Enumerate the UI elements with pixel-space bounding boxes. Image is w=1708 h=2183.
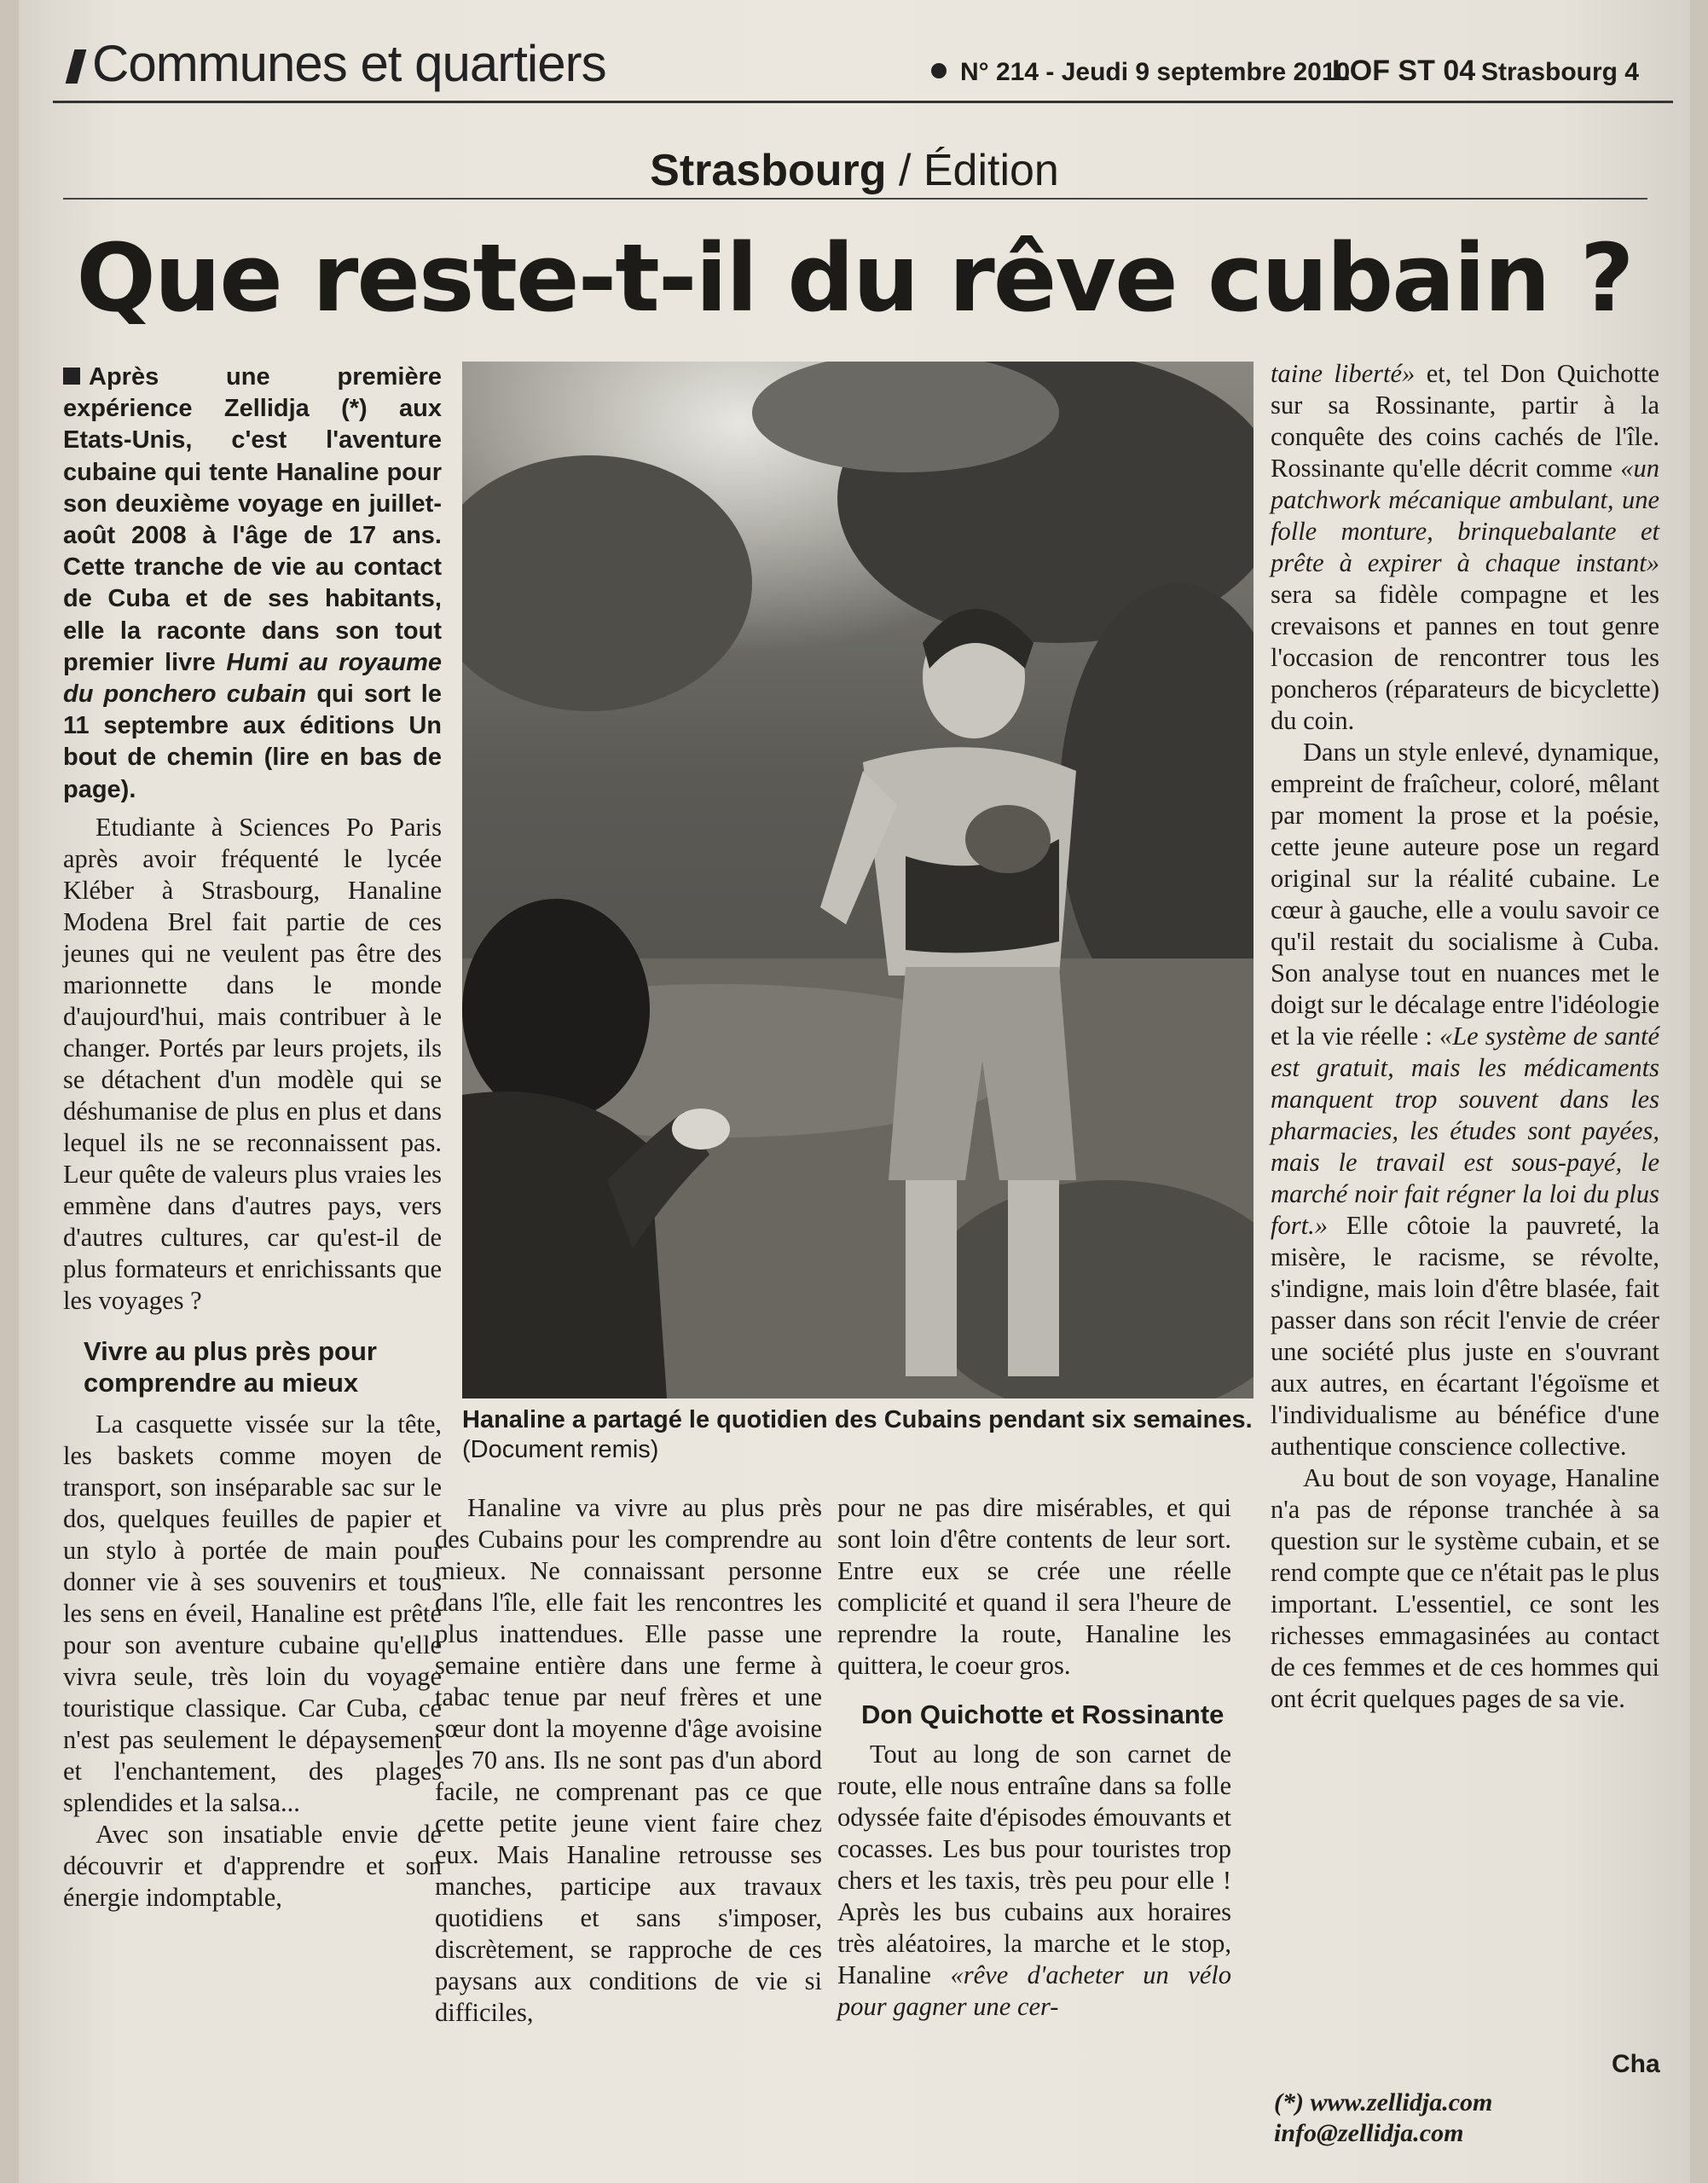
col4-text-d: Elle côtoie la pauvreté, la misère, le racisme, se révolte, s'indigne, mais loin d'être blasée, fait passer dans son récit l'envie de créer une société plus juste en s'ouvrant aux autres, en écartant l'égoïsme et l'individualisme au bénéfice d'une authentique conscience collective. <box>1271 1211 1659 1461</box>
col3-paragraph-1: pour ne pas dire misérables, et qui sont loin d'être contents de leur sort. Entre eux se crée une réelle complicité et quand il sera l'heure de reprendre la route, Hanaline les quittera, le coeur gros. <box>837 1493 1231 1680</box>
issue-info <box>931 58 1350 87</box>
article-title: Que reste-t-il du rêve cubain ? <box>76 223 1633 333</box>
col4-text-b: sera sa fidèle compagne et les crevaisons et pannes en tout genre l'occasion de rencontrer tous les poncheros (réparateurs de bicyclette) du coin. <box>1271 580 1659 735</box>
col1-paragraph-1: Etudiante à Sciences Po Paris après avoir fréquenté le lycée Kléber à Strasbourg, Hanaline Modena Brel fait partie de ces jeunes qui ne veulent pas être des marionnette dans le monde d'aujourd'hui, mais contribuer à le changer. Portés par leurs projets, ils se détachent d'un modèle qui se déshumanise de plus en plus et dans lequel ils ne se reconnaissent pas. Leur quête de valeurs plus vraies les emmène dans d'autres pays, vers d'autres cultures, car qu'est-il de plus formateurs et enrichissants que les voyages ? <box>63 813 442 1315</box>
col4-paragraph-2 <box>1271 737 1659 1462</box>
col3-paragraph-2 <box>837 1739 1231 2023</box>
col3-text: Tout au long de son carnet de route, elle nous entraîne dans sa folle odyssée faite d'épisodes émouvants et cocasses. Les bus pour touristes trop chers et les taxis, très peu pour elle ! Après les bus cubains aux horaires très aléatoires, la marche et le stop, Hanaline <box>837 1740 1231 1989</box>
column-4 <box>1271 358 1659 1715</box>
col4-quote-c: «Le système de santé est gratuit, mais les médicaments manquent trop souvent dans les pharmacies, les études sont payées, mais le travail est sous-payé, le marché noir fait régner la loi du plus fort.» <box>1271 1022 1659 1240</box>
caption-text: Hanaline a partagé le quotidien des Cubains pendant six semaines. <box>462 1406 1253 1433</box>
bullet-icon <box>931 63 947 78</box>
col4-text-a: et, tel Don Quichotte sur sa Rossinante, partir à la conquête des coins cachés de l'île. Rossinante qu'elle décrit comme <box>1271 359 1659 483</box>
col2-paragraph-1: Hanaline va vivre au plus près des Cubains pour les comprendre au mieux. Ne connaissant personne dans l'île, elle fait les rencontres les plus inattendues. Elle passe une semaine entière dans une ferme à tabac tenue par neuf frères et une sœur dont la moyenne d'âge avoisine les 70 ans. Ils ne sont pas d'un abord facile, ne comprenant pas ce que cette petite jeune vient faire chez eux. Mais Hanaline retrousse ses manches, participe aux travaux quotidiens et sans s'imposer, discrètement, se rapproche de ces paysans aux conditions de vie si difficiles, <box>435 1493 822 2027</box>
kicker-rule <box>63 198 1647 200</box>
lede-square-icon <box>63 368 80 385</box>
column-2 <box>435 1492 822 2029</box>
article-photo <box>462 362 1253 1398</box>
col1-paragraph-3: Avec son insatiable envie de découvrir et d'apprendre et son énergie indomptable, <box>63 1820 442 1912</box>
author-signature: Cha <box>1612 2050 1660 2078</box>
photo-caption <box>462 1405 1264 1465</box>
col4-paragraph-1 <box>1271 358 1659 737</box>
kicker-city: Strasbourg <box>650 146 887 195</box>
column-1 <box>63 812 442 1914</box>
website-link[interactable]: (*) www.zellidja.com <box>1274 2088 1493 2116</box>
section-label: Communes et quartiers <box>92 35 606 92</box>
section-slash-mark <box>66 49 87 84</box>
col4-quote-a: taine liberté» <box>1271 359 1416 388</box>
col4-paragraph-3: Au bout de son voyage, Hanaline n'a pas de réponse tranchée à sa question sur le système cubain, et se rend compte que ce n'était pas le plus important. L'essentiel, ce sont les richesses emmagasinées au contact de ces femmes et de ces hommes qui ont écrit quelques pages de sa vie. <box>1271 1463 1659 1713</box>
article-lede <box>63 362 442 806</box>
page-header <box>70 34 1656 102</box>
column-3 <box>837 1492 1231 2023</box>
subhead-don-quichotte: Don Quichotte et Rossinante <box>861 1699 1225 1729</box>
page-edition: Strasbourg 4 <box>1480 58 1639 86</box>
newspaper-page <box>19 0 1690 2183</box>
issue-date: N° 214 - Jeudi 9 septembre 2010 <box>960 58 1351 86</box>
photo-image <box>462 362 1253 1398</box>
lede-text-1: Après une première expérience Zellidja (*) aux Etats-Unis, c'est l'aventure cubaine qui tente Hanaline pour son deuxième voyage en juillet-août 2008 à l'âge de 17 ans. Cette tranche de vie au contact de Cuba et de ses habitants, elle la raconte dans son tout premier livre <box>63 363 442 676</box>
kicker-edition: / Édition <box>886 146 1059 195</box>
col3-quote: «rêve d'acheter un vélo pour gagner une cer- <box>837 1960 1231 2021</box>
photo-credit: (Document remis) <box>462 1436 659 1463</box>
lede-text-2: qui sort le 11 septembre aux éditions Un bout de chemin (lire en bas de page). <box>63 680 442 803</box>
footnote-links <box>1274 2087 1492 2149</box>
email-link[interactable]: info@zellidja.com <box>1274 2119 1464 2147</box>
col4-quote-b: «un patchwork mécanique ambulant, une folle monture, brinquebalante et prête à expirer à chaque instant» <box>1271 454 1659 577</box>
col1-paragraph-2: La casquette vissée sur la tête, les baskets comme moyen de transport, son inséparable sac sur le dos, quelques feuilles de papier et un stylo à portée de main pour donner vie à ses souvenirs et tous les sens en éveil, Hanaline est prête pour son aventure cubaine qu'elle vivra seule, très loin du voyage touristique classique. Car Cuba, ce n'est pas seulement le dépaysement et l'enchantement, des plages splendides et la salsa... <box>63 1410 442 1817</box>
edition-kicker <box>19 145 1690 196</box>
page-code: LOF ST 04 <box>1332 55 1476 87</box>
header-rule <box>53 101 1673 103</box>
col4-text-c: Dans un style enlevé, dynamique, empreint de fraîcheur, coloré, mêlant par moment la prose et la poésie, cette jeune auteure pose un regard original sur la réalité cubaine. Le cœur à gauche, elle a voulu savoir ce qu'il restait du socialisme à Cuba. Son analyse tout en nuances met le doigt sur le décalage entre l'idéologie et la vie réelle : <box>1271 738 1659 1051</box>
subhead-vivre: Vivre au plus près pour comprendre au mieux <box>84 1336 377 1398</box>
book-title: Humi au royaume du ponchero cubain <box>63 648 442 709</box>
section-name <box>70 34 606 93</box>
